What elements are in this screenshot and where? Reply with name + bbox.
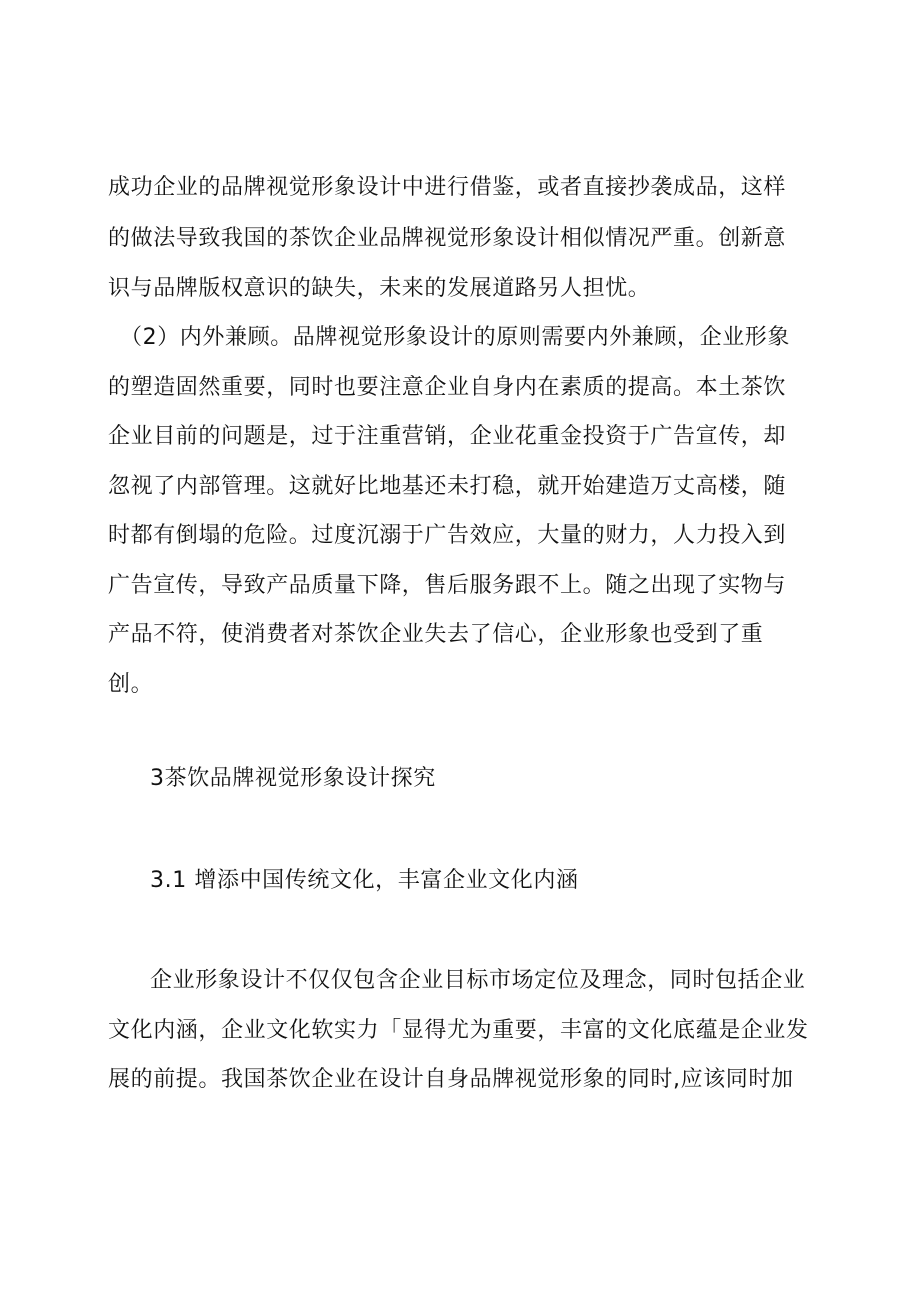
body-text-line: 企业目前的问题是，过于注重营销，企业花重金投资于广告宣传，却 (108, 424, 787, 449)
body-text-line: 文化内涵，企业文化软实力「显得尤为重要，丰富的文化底蕴是企业发 (108, 1018, 809, 1043)
body-text-line: 识与品牌版权意识的缺失，未来的发展道路另人担忧。 (108, 276, 651, 301)
body-text-line: 创。 (108, 672, 154, 697)
list-item-text-line: （2）内外兼顾。品牌视觉形象设计的原则需要内外兼顾，企业形象 (120, 325, 790, 350)
body-text-line: 企业形象设计不仅仅包含企业目标市场定位及理念，同时包括企业 (150, 968, 806, 993)
body-text-line: 广告宣传，导致产品质量下降，售后服务跟不上。随之出现了实物与 (108, 573, 787, 598)
section-heading: 3茶饮品牌视觉形象设计探究 (150, 766, 436, 791)
body-text-line: 产品不符，使消费者对茶饮企业失去了信心，企业形象也受到了重 (108, 622, 764, 647)
body-text-line: 展的前提。我国茶饮企业在设计自身品牌视觉形象的同时,应该同时加 (108, 1067, 794, 1092)
body-text-line: 忽视了内部管理。这就好比地基还未打稳，就开始建造万丈高楼，随 (108, 474, 787, 499)
body-text-line: 的塑造固然重要，同时也要注意企业自身内在素质的提高。本土茶饮 (108, 375, 787, 400)
subsection-heading: 3.1 增添中国传统文化，丰富企业文化内涵 (150, 868, 579, 893)
body-text-line: 成功企业的品牌视觉形象设计中进行借鉴，或者直接抄袭成品，这样 (108, 175, 787, 200)
body-text-line: 时都有倒塌的危险。过度沉溺于广告效应，大量的财力，人力投入到 (108, 523, 787, 548)
body-text-line: 的做法导致我国的茶饮企业品牌视觉形象设计相似情况严重。创新意 (108, 226, 787, 251)
